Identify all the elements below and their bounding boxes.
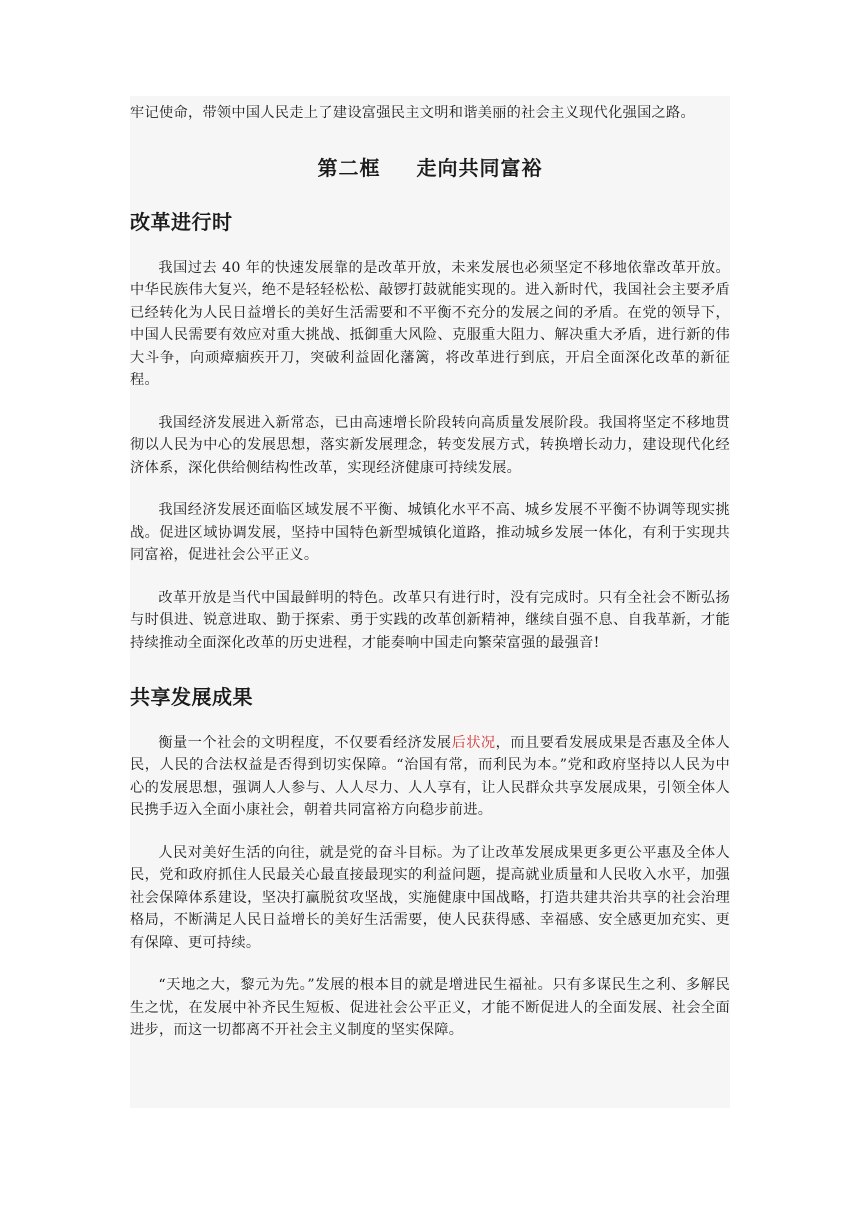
section-heading-sharing: 共享发展成果 — [130, 685, 253, 709]
paragraph-text: ，而且要看发展成果是否惠及全体人民，人民的合法权益是否得到切实保障。“治国有常，而利民为本。”党和政府坚持以人民为中心的发展思想，强调人人参与、人人尽力、人人享有，让人民群众共享发展成果，引领全体人民携手迈入全面小康社会，朝着共同富裕方向稳步前进。 — [130, 734, 730, 818]
paragraph — [130, 732, 730, 822]
document-body — [130, 102, 730, 1042]
section-heading-reform: 改革进行时 — [130, 210, 233, 234]
paragraph: 我国过去 40 年的快速发展靠的是改革开放，未来发展也必须坚定不移地依靠改革开放。中华民族伟大复兴，绝不是轻轻松松、敲锣打鼓就能实现的。进入新时代，我国社会主要矛盾已经转化为人民日益增长的美好生活需要和不平衡不充分的发展之间的矛盾。在党的领导下，中国人民需要有效应对重大挑战、抵御重大风险、克服重大阻力、解决重大矛盾，进行新的伟大斗争，向顽瘴痼疾开刀，突破利益固化藩篱，将改革进行到底，开启全面深化改革的新征程。 — [130, 259, 730, 388]
frame-number: 第二框 — [317, 155, 381, 180]
paragraph: 我国经济发展进入新常态，已由高速增长阶段转向高质量发展阶段。我国将坚定不移地贯彻以人民为中心的发展思想，落实新发展理念，转变发展方式，转换增长动力，建设现代化经济体系，深化供给侧结构性改革，实现经济健康可持续发展。 — [130, 414, 730, 476]
paragraph: 人民对美好生活的向往，就是党的奋斗目标。为了让改革发展成果更多更公平惠及全体人民，党和政府抓住人民最关心最直接最现实的利益问题，提高就业质量和人民收入水平，加强社会保障体系建设，坚决打赢脱贫攻坚战，实施健康中国战略，打造共建共治共享的社会治理格局，不断满足人民日益增长的美好生活需要，使人民获得感、幸福感、安全感更加充实、更有保障、更可持续。 — [130, 844, 730, 951]
intro-fragment: 牢记使命，带领中国人民走上了建设富强民主文明和谐美丽的社会主义现代化强国之路。 — [130, 105, 696, 121]
paragraph: 改革开放是当代中国最鲜明的特色。改革只有进行时，没有完成时。只有全社会不断弘扬与时俱进、锐意进取、勤于探索、勇于实践的改革创新精神，继续自强不息、自我革新，才能持续推动全面深化改革的历史进程，才能奏响中国走向繁荣富强的最强音! — [130, 589, 730, 651]
highlighted-text: 后状况 — [451, 734, 496, 751]
frame-name: 走向共同富裕 — [416, 155, 543, 180]
frame-title — [130, 157, 730, 180]
paragraph-text: 衡量一个社会的文明程度，不仅要看经济发展 — [158, 734, 452, 751]
paragraph: 我国经济发展还面临区域发展不平衡、城镇化水平不高、城乡发展不平衡不协调等现实挑战。促进区域协调发展，坚持中国特色新型城镇化道路，推动城乡发展一体化，有利于实现共同富裕，促进社会公平正义。 — [130, 502, 730, 563]
document-page — [130, 96, 730, 1108]
paragraph: “天地之大，黎元为先。”发展的根本目的就是增进民生福祉。只有多谋民生之利、多解民生之忧，在发展中补齐民生短板、促进社会公平正义，才能不断促进人的全面发展、社会全面进步，而这一切都离不开社会主义制度的坚实保障。 — [130, 977, 730, 1038]
